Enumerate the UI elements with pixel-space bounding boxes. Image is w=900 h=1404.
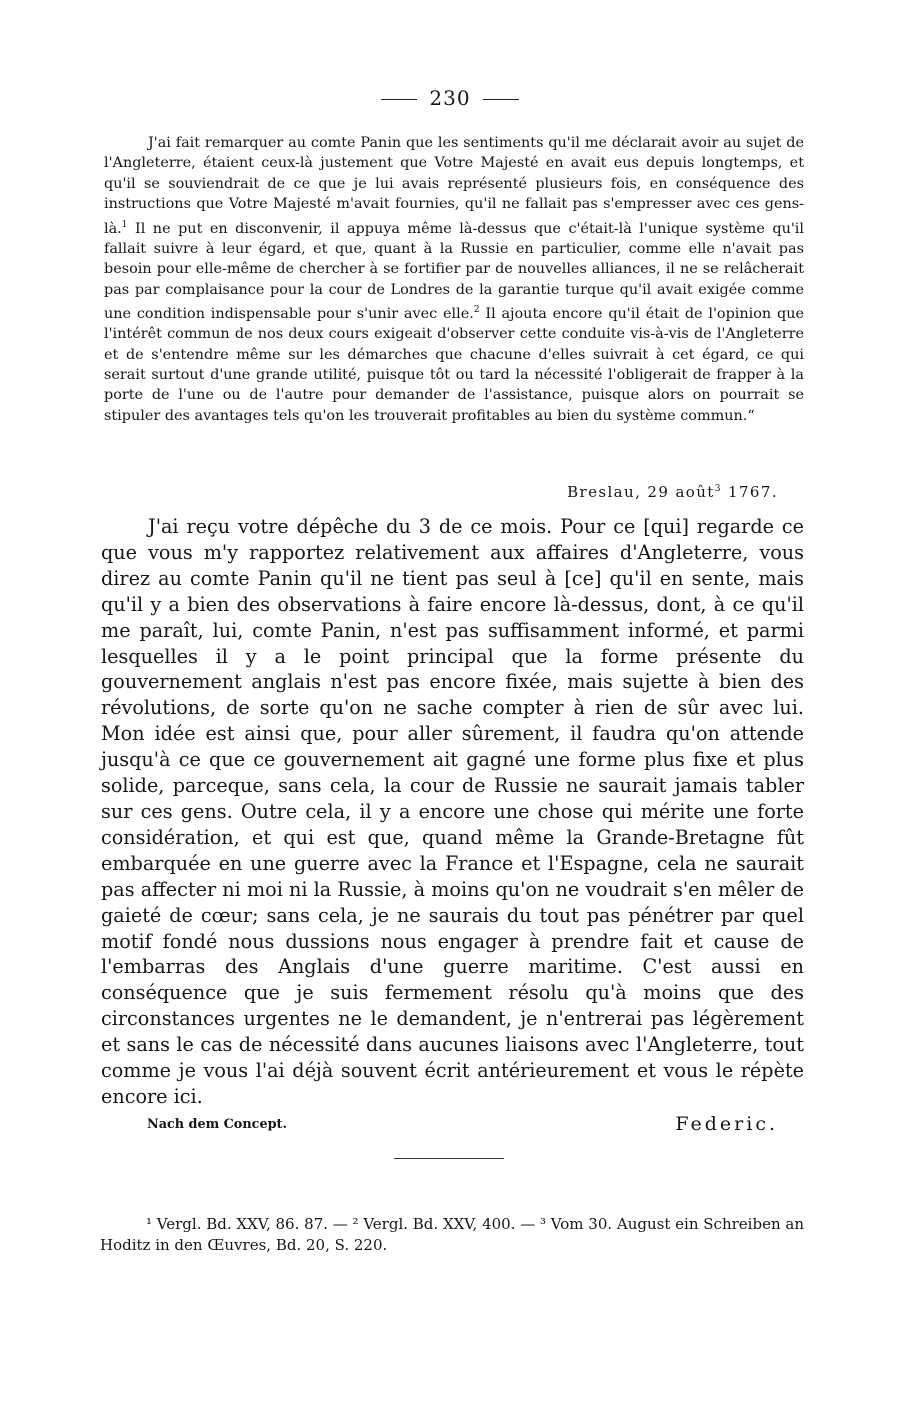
letter-body xyxy=(101,514,804,1110)
quote-text-part-1: J'ai fait remarquer au comte Panin que les sentiments qu'il me déclarait avoir au sujet de l'Angleterre, étaient ceux-là justement que Votre Majesté en avait eus depuis longtemps, et qu'il se souviendrait de ce que je lui avais représenté plusieurs fois, en conséquence des instructions que Votre Majesté m'avait fournies, qu'il ne fallait pas s'empresser avec ces gens-là. xyxy=(104,135,804,237)
quote-text-part-3: Il ajouta encore qu'il était de l'opinion que l'intérêt commun de nos deux cours exigeait d'observer cette conduite vis-à-vis de l'Angleterre et de s'entendre même sur les démarches que chacune d'elles suivrait à cet égard, ce qui serait surtout d'une grande utilité, puisque tôt ou tard la nécessité l'obligerait de frapper à la porte de l'une ou de l'autre pour demander de l'assistance, puisque alors on pourrait se stipuler des avantages tels qu'on les trouverait profitables au bien du système commun.“ xyxy=(104,305,804,424)
quoted-report-paragraph xyxy=(104,133,804,426)
dateline-year: 1767. xyxy=(721,483,778,501)
letter-paragraph: J'ai reçu votre dépêche du 3 de ce mois. Pour ce [qui] regarde ce que vous m'y rapportez relativement aux affaires d'Angleterre, vous direz au comte Panin qu'il ne tient pas seul à [ce] qu'il en sente, mais qu'il y a bien des observations à faire encore là-dessus, dont, à ce qu'il me paraît, lui, comte Panin, n'est pas suffisamment informé, et parmi lesquelles il y a le point principal que la forme présente du gouvernement anglais n'est pas encore fixée, mais sujette à bien des révolutions, de sorte qu'on ne sache compter à rien de sûr avec lui. Mon idée est ainsi que, pour aller sûrement, il faudra qu'on attende jusqu'à ce que ce gouvernement ait gagné une forme plus fixe et plus solide, parceque, sans cela, la cour de Russie ne saurait jamais tabler sur ces gens. Outre cela, il y a encore une chose qui mérite une forte considération, et qui est que, quand même la Grande-Bretagne fût embarquée en une guerre avec la France et l'Espagne, cela ne saurait pas affecter ni moi ni la Russie, à moins qu'on ne voudrait s'en mêler de gaieté de cœur; sans cela, je ne saurais du tout pas pénétrer par quel motif fondé nous dussions nous engager à prendre fait et cause de l'embarras des Anglais d'une guerre maritime. C'est aussi en conséquence que je suis fermement résolu qu'à moins que des circonstances urgentes ne le demandent, je n'entrerai pas légèrement et sans le cas de nécessité dans aucunes liaisons avec l'Angleterre, tout comme je vous l'ai déjà souvent écrit antérieurement et vous le répète encore ici. xyxy=(101,515,804,1108)
footnote-ref-3[interactable]: 3 xyxy=(714,484,722,494)
dateline-place-date: Breslau, 29 août xyxy=(567,483,715,501)
quoted-report xyxy=(104,133,804,426)
footnote-text: ¹ Vergl. Bd. XXV, 86. 87. — ² Vergl. Bd. XXV, 400. — ³ Vom 30. August ein Schreiben an Hoditz in den Œuvres, Bd. 20, S. 220. xyxy=(100,1215,804,1254)
footnotes xyxy=(100,1214,804,1256)
footnote-ref-1[interactable]: 1 xyxy=(121,219,128,230)
header-dash-left xyxy=(381,99,417,100)
header-dash-right xyxy=(483,99,519,100)
source-note: Nach dem Concept. xyxy=(147,1117,287,1132)
page-header xyxy=(0,86,900,110)
page-number: 230 xyxy=(429,86,471,110)
footnote-divider xyxy=(394,1158,504,1159)
quote-text-part-2: Il ne put en disconvenir, il appuya même là-dessus que c'était-là l'unique système qu'il fallait suivre à leur égard, et que, quant à la Russie en particulier, comme elle n'avait pas besoin pour elle-même de chercher à se fortifier par de nouvelles alliances, il ne se relâcherait pas par complaisance pour la cour de Londres de la garantie turque qu'il avait exigée comme une condition indispensable pour s'unir avec elle. xyxy=(104,220,804,322)
signature: Federic. xyxy=(675,1113,778,1135)
footnote-ref-2[interactable]: 2 xyxy=(473,305,480,316)
dateline xyxy=(567,483,778,501)
